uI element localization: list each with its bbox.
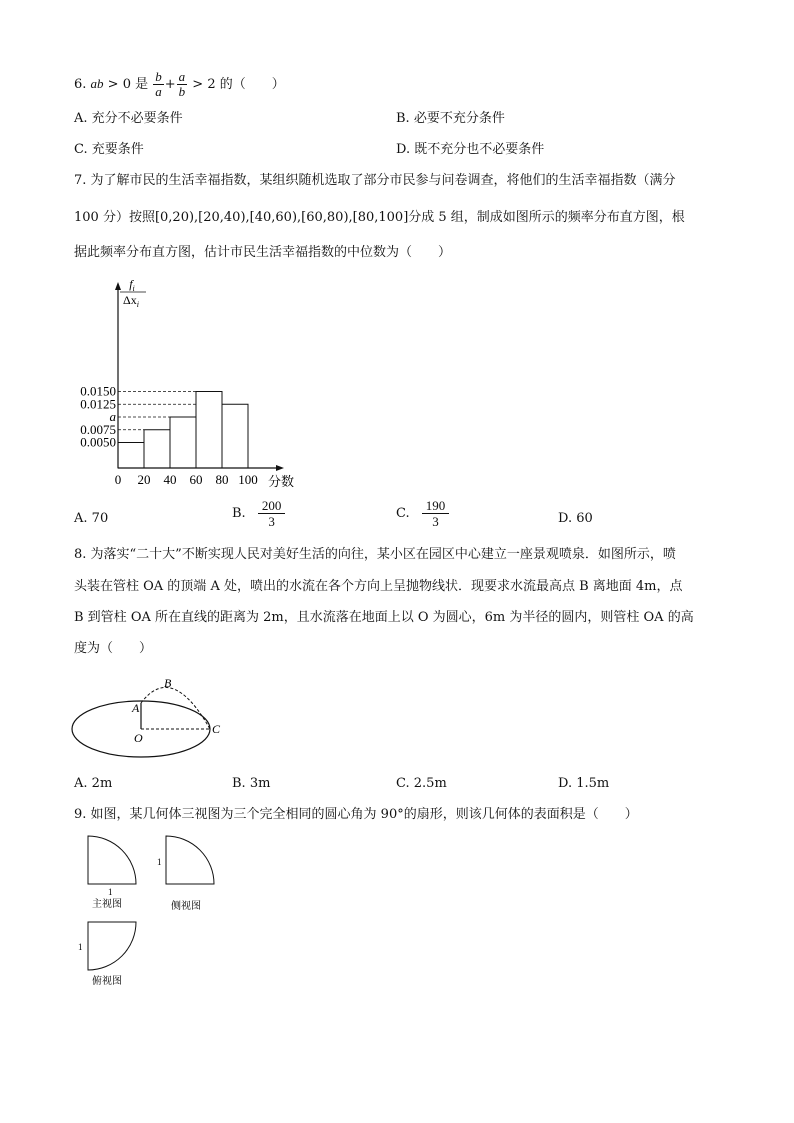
label-o: O: [134, 731, 143, 745]
y-tick-label-4: 0.0075: [80, 421, 116, 437]
q7-option-c-fraction: $\frac{190}{3}$: [422, 498, 450, 529]
x-tick-label-40: 40: [163, 472, 177, 487]
q7-option-d: D. 60: [558, 511, 593, 526]
top-view-name: 俯视图: [92, 976, 122, 987]
side-view-sector: [166, 836, 214, 884]
q6-number: 6.: [74, 77, 87, 92]
q8-option-d: D. 1.5m: [558, 776, 610, 791]
q8-line-3: B 到管柱 OA 所在直线的距离为 2m，且水流落在地面上以 O 为圆心，6m 为半径的圆内，则管柱 OA 的高: [74, 610, 694, 625]
y-axis-label-numerator: $f_i$: [129, 277, 135, 293]
three-views-diagram: [70, 832, 230, 992]
q8-line-2: 头装在管柱 OA 的顶端 A 处，喷出的水流在各个方向上呈抛物线状．现要求水流最高点 B 离地面 4m，点: [74, 579, 683, 594]
q6-option-d: D. 既不充分也不必要条件: [396, 142, 545, 157]
front-view-dim: 1: [108, 887, 113, 897]
fountain-diagram: [60, 668, 240, 768]
q6-stem: [74, 68, 285, 101]
q6-expr-tail: > 2 的（ ）: [188, 77, 285, 92]
y-axis-label-denominator: $\Delta x_i$: [123, 293, 139, 309]
q7-option-b: B. $\frac{200}{3}$: [232, 498, 285, 529]
top-view-sector: [88, 922, 136, 970]
y-tick-label-5: 0.0050: [80, 434, 116, 450]
histogram-bar-2: [144, 430, 170, 468]
y-tick-label-1: 0.0150: [80, 383, 116, 399]
q7-option-c: C. $\frac{190}{3}$: [396, 498, 449, 529]
histogram-bar-4: [196, 392, 222, 469]
q7-line-2: 100 分）按照[0,20),[20,40),[40,60),[60,80),[80,100]分成 5 组，制成如图所示的频率分布直方图，根: [74, 210, 685, 225]
x-tick-label-100: 100: [238, 472, 258, 487]
x-axis-arrow: [276, 465, 284, 471]
q8-option-b: B. 3m: [232, 776, 271, 791]
q8-line-4: 度为（ ）: [74, 641, 153, 656]
q6-option-a: A. 充分不必要条件: [74, 111, 183, 126]
q7-line-1: 7. 为了解市民的生活幸福指数，某组织随机选取了部分市民参与问卷调查，将他们的生活幸福指数（满分: [74, 173, 676, 188]
label-c: C: [212, 722, 221, 736]
label-b: B: [164, 676, 172, 690]
q6-fraction-a-over-b: $\frac{a}{b}$: [178, 69, 186, 99]
side-view-dim: 1: [157, 857, 162, 867]
q6-option-c: C. 充要条件: [74, 142, 144, 157]
q7-option-b-fraction: $\frac{200}{3}$: [258, 498, 286, 529]
q6-option-b: B. 必要不充分条件: [396, 111, 505, 126]
q6-fraction-b-over-a: $\frac{b}{a}$: [155, 69, 162, 99]
q6-expr-ab: ab: [90, 76, 104, 91]
q6-expr-gt0: > 0 是: [103, 77, 153, 92]
y-axis-arrow: [115, 282, 121, 290]
histogram-bar-3: [170, 417, 196, 468]
q8-option-c: C. 2.5m: [396, 776, 447, 791]
x-tick-label-80: 80: [215, 472, 229, 487]
q8-option-a: A. 2m: [74, 776, 113, 791]
q8-line-1: 8. 为落实“二十大”不断实现人民对美好生活的向往，某小区在园区中心建立一座景观喷泉．如图所示，喷: [74, 547, 676, 562]
top-view-dim: 1: [78, 942, 83, 952]
q6-plus: +: [164, 77, 176, 92]
q9-line-1: 9. 如图，某几何体三视图为三个完全相同的圆心角为 90°的扇形，则该几何体的表面积是（ ）: [74, 807, 638, 822]
q7-line-3: 据此频率分布直方图，估计市民生活幸福指数的中位数为（ ）: [74, 245, 452, 260]
x-tick-label-0: 0: [114, 472, 122, 487]
x-axis-label: 分数: [268, 474, 295, 489]
side-view-name: 侧视图: [171, 901, 201, 912]
water-parabola: [141, 687, 210, 729]
x-tick-label-60: 60: [189, 472, 203, 487]
front-view-sector: [88, 836, 136, 884]
histogram-bar-5: [222, 404, 248, 468]
y-tick-label-2: 0.0125: [80, 396, 116, 412]
histogram-chart: [60, 270, 320, 495]
histogram-bar-1: [118, 443, 144, 469]
y-tick-label-3: a: [109, 409, 116, 424]
label-a: A: [132, 701, 140, 715]
q7-option-a: A. 70: [74, 511, 109, 526]
front-view-name: 主视图: [92, 899, 122, 910]
x-tick-label-20: 20: [137, 472, 151, 487]
